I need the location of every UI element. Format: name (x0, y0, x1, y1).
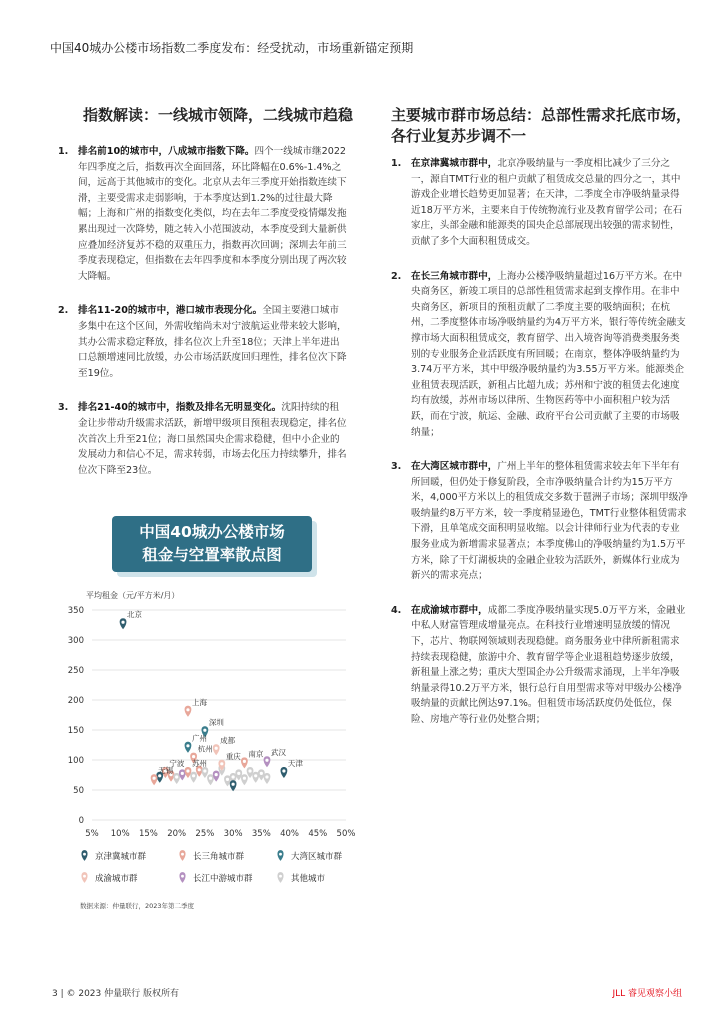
list-item-number: 2. (58, 305, 69, 317)
scatter-point-center (209, 777, 212, 780)
x-tick-label: 40% (280, 829, 300, 839)
scatter-point-center (226, 778, 229, 781)
point-label: 南京 (248, 749, 264, 759)
left-list-item (58, 400, 348, 478)
point-label: 重庆 (225, 751, 241, 761)
scatter-point (213, 771, 220, 782)
scatter-point-南京 (241, 757, 248, 768)
legend-label: 大湾区城市群 (291, 852, 343, 862)
map-pin-icon (276, 872, 285, 883)
list-item-text: 上海办公楼净吸纳量超过16万平方米。在中央商务区，新竣工项目的总部性租赁需求起到支撑作用。在非中央商务区，新项目的预租贡献了二季度主要的吸纳面积；在杭州，二季度整体市场净吸纳量约为4万平方米，银行等传统金融支撑市场大面积租赁成交，教育留学、出入境咨询等消费类服务类别的专业服务企业活跃度有所回暖；在南京，整体净吸纳量约为3.74万平方米，其中甲级净吸纳量约为3.55万平方米。能源类企业租赁表现活跃，新租占比超九成；苏州和宁波的租赁去化速度均有放缓，苏州市场以律所、生物医药等中小面积租户较为活跃，而在宁波，航运、金融、政府平台公司贡献了主要的市场吸纳量； (411, 270, 686, 438)
left-column (58, 144, 348, 497)
point-label: 苏州 (191, 759, 207, 768)
scatter-point-杭州-center (192, 755, 195, 758)
list-item-lead: 排名前10的城市中，八成城市指数下降。 (78, 146, 255, 157)
scatter-point-南京-center (243, 760, 246, 763)
x-tick-label: 50% (336, 829, 356, 839)
scatter-point-center (203, 769, 206, 772)
data-source-note: 数据来源：仲量联行，2023年第二季度 (80, 902, 195, 910)
scatter-point (258, 769, 265, 780)
scatter-point-广州-center (186, 744, 189, 747)
scatter-point-北京 (120, 618, 127, 629)
scatter-point-上海-center (186, 708, 189, 711)
map-pin-icon (80, 850, 89, 861)
legend-label: 其他城市 (291, 874, 326, 884)
scatter-point-center (175, 775, 178, 778)
left-list-item (58, 144, 348, 284)
list-item-lead: 在京津冀城市群中， (411, 158, 498, 169)
y-tick-label: 100 (67, 756, 84, 766)
x-tick-label: 5% (85, 829, 99, 839)
legend-item (80, 872, 138, 884)
point-label: 武汉 (270, 748, 286, 758)
list-item-lead: 排名21-40的城市中，指数及排名无明显变化。 (78, 402, 282, 414)
scatter-point (202, 767, 209, 778)
scatter-point-天津-center (282, 769, 285, 772)
list-item-lead: 在长三角城市群中， (411, 270, 498, 282)
x-tick-label: 25% (195, 829, 215, 839)
chart-title-line2: 租金与空置率散点图 (142, 546, 282, 564)
legend-item (276, 872, 325, 884)
list-item-text: 四个一线城市继2022年四季度之后，指数再次全面回落，环比降幅在0.6%-1.4%之间，远高于其他城市的变化。北京从去年三季度开始指数连续下滑，主要受需求走弱影响，于本季度达到1.2%的过往最大降幅；上海和广州的指数变化类似，均在去年二季度受疫情爆发拖累出现过一次降势，随之转入小范围波动，本季度受到大量新供应叠加经济复苏不稳的双重压力，指数再次回调；深圳去年前三季度表现稳定，但指数在去年四季度和本季度分别出现了两次较大降幅。 (78, 146, 347, 282)
point-label: 上海 (191, 697, 207, 707)
point-label: 成都 (220, 736, 236, 746)
map-pin-icon (178, 872, 187, 883)
y-tick-label: 150 (67, 726, 84, 736)
point-label: 北京 (127, 610, 143, 620)
scatter-point-无锡 (151, 774, 158, 785)
scatter-point-武汉 (264, 756, 271, 767)
chart-title-line1: 中国40城办公楼市场 (139, 523, 285, 541)
x-tick-label: 45% (308, 829, 328, 839)
scatter-point-center (254, 774, 257, 777)
scatter-point-深圳-center (203, 729, 206, 732)
point-label: 无锡 (158, 766, 174, 776)
scatter-point-无锡-center (152, 777, 155, 780)
scatter-point (207, 774, 214, 785)
x-tick-label: 30% (223, 829, 243, 839)
right-list-item (391, 459, 689, 584)
x-tick-label: 15% (138, 829, 158, 839)
legend-item (178, 872, 253, 884)
page-header-title: 中国40城办公楼市场指数二季度发布：经受扰动，市场重新锚定预期 (50, 41, 414, 55)
scatter-point-center (215, 773, 218, 776)
map-pin-icon (80, 872, 89, 883)
scatter-point-center (232, 775, 235, 778)
legend-item (80, 850, 146, 862)
right-list-item (391, 603, 689, 728)
footer-brand: JLL 睿见观察小组 (612, 989, 682, 999)
point-label: 宁波 (169, 759, 185, 768)
scatter-chart (56, 582, 356, 844)
right-column (391, 156, 689, 747)
right-list-item (391, 156, 689, 250)
legend-label: 长三角城市群 (193, 852, 245, 862)
point-label: 广州 (191, 733, 207, 743)
left-section-heading: 指数解读：一线城市领降，二线城市趋稳 (83, 106, 354, 124)
legend-item (276, 850, 342, 862)
y-tick-label: 50 (73, 786, 84, 796)
y-tick-label: 350 (67, 606, 84, 616)
y-tick-label: 250 (67, 666, 84, 676)
y-tick-label: 200 (67, 696, 84, 706)
list-item-lead: 排名11-20的城市中，港口城市表现分化。 (78, 305, 263, 317)
legend-item (178, 850, 244, 862)
list-item-text: 沈阳持续的租金让步带动升级需求活跃，新增甲级项目预租表现稳定，排名位次首次上升至21位；海口虽然国央企需求稳健，但中小企业的发展动力和信心不足，需求转弱，市场去化压力持续攀升，排名位次下降至23位。 (78, 402, 347, 476)
scatter-point-center (237, 772, 240, 775)
scatter-point (264, 773, 271, 784)
scatter-point-上海 (185, 706, 192, 717)
list-item-number: 2. (391, 270, 402, 282)
scatter-point-center (232, 783, 235, 786)
scatter-point-center (265, 775, 268, 778)
map-pin-icon (178, 850, 187, 861)
scatter-point-天津 (281, 767, 288, 778)
scatter-point-成都-center (215, 747, 218, 750)
list-item-number: 1. (58, 146, 69, 157)
point-label: 杭州 (197, 744, 213, 754)
list-item-number: 1. (391, 158, 402, 169)
scatter-point (190, 772, 197, 783)
map-pin-icon (276, 850, 285, 861)
right-section-heading: 主要城市群市场总结：总部性需求托底市场，各行业复苏步调不一 (391, 106, 692, 145)
list-item-lead: 在大湾区城市群中， (411, 461, 498, 473)
legend-label: 成渝城市群 (95, 874, 138, 884)
scatter-point-center (248, 769, 251, 772)
list-item-number: 3. (391, 461, 402, 473)
scatter-point-center (260, 772, 263, 775)
left-list-item (58, 303, 348, 381)
legend-label: 京津冀城市群 (95, 852, 147, 862)
scatter-point-北京-center (121, 621, 124, 624)
point-label: 深圳 (208, 718, 224, 728)
list-item-number: 3. (58, 402, 69, 414)
chart-y-axis-label: 平均租金（元/平方米/月） (86, 591, 180, 600)
list-item-text: 广州上半年的整体租赁需求较去年下半年有所回暖，但仍处于修复阶段，全市净吸纳量合计约为15万平方米，4,000平方米以上的租赁成交多数于琶洲子市场；深圳甲级净吸纳量约8万平方米，较一季度稍显逊色，TMT行业整体租赁需求下滑，且单笔成交面积明显收缩。以会计律师行业为代表的专业服务业成为新增需求显著点；本季度佛山的净吸纳量约为1.5万平方米，除了干灯湖板块的金融企业较为活跃外，新媒体行业成为新兴的需求亮点； (411, 461, 688, 582)
scatter-point-center (198, 768, 201, 771)
scatter-point (241, 774, 248, 785)
list-item-text: 成都二季度净吸纳量实现5.0万平方米，金融业中私人财富管理成增量亮点。在科技行业增速明显放缓的情况下，芯片、物联网领域则表现稳健。商务服务业中律所新租需求持续表现稳健，旅游中介、教育留学等企业退租趋势逐步放缓，新租量上涨之势；重庆大型国企办公升级需求涌现，上半年净吸纳量录得10.2万平方米，银行总行自用型需求等对甲级办公楼净吸纳量的贡献比例达97.1%。但租赁市场活跃度仍处低位，保险、房地产等行业仍处整合期； (411, 604, 686, 725)
right-list-item (391, 269, 689, 441)
y-tick-label: 0 (78, 816, 84, 826)
scatter-point-武汉-center (265, 759, 268, 762)
scatter-point-重庆-center (220, 762, 223, 765)
scatter-point (173, 773, 180, 784)
x-tick-label: 20% (167, 829, 187, 839)
footer-copyright: 3 | © 2023 仲量联行 版权所有 (52, 989, 179, 999)
scatter-point-广州 (185, 742, 192, 753)
point-label: 天津 (287, 759, 303, 768)
list-item-text: 北京净吸纳量与一季度相比减少了三分之一，源自TMT行业的租户贡献了租赁成交总量的四分之一，其中游戏企业增长趋势更加显著；在天津，二季度全市净吸纳量录得近18万平方米，主要来自于传统物流行业及教育留学公司；在石家庄，头部金融和能源类的国央企总部展现出较强的需求韧性，贡献了多个大面积租赁成交。 (411, 158, 683, 247)
list-item-lead: 在成渝城市群中， (411, 604, 488, 616)
chart-title-box (112, 516, 312, 572)
scatter-point-成都 (213, 744, 220, 755)
scatter-point-center (192, 774, 195, 777)
x-tick-label: 10% (110, 829, 130, 839)
scatter-point-center (243, 777, 246, 780)
list-item-number: 4. (391, 604, 402, 616)
y-tick-label: 300 (67, 636, 84, 646)
x-tick-label: 35% (251, 829, 271, 839)
scatter-point-center (181, 772, 184, 775)
legend-label: 长江中游城市群 (193, 874, 253, 884)
scatter-point-苏州-center (186, 769, 189, 772)
list-item-text: 全国主要港口城市多集中在这个区间，外需收缩尚未对宁波航运业带来较大影响，其办公需求稳定释放，排名位次上升至18位；天津上半年进出口总额增速同比放缓，办公市场活跃度回归理性，排名位次下降至19位。 (78, 305, 347, 379)
